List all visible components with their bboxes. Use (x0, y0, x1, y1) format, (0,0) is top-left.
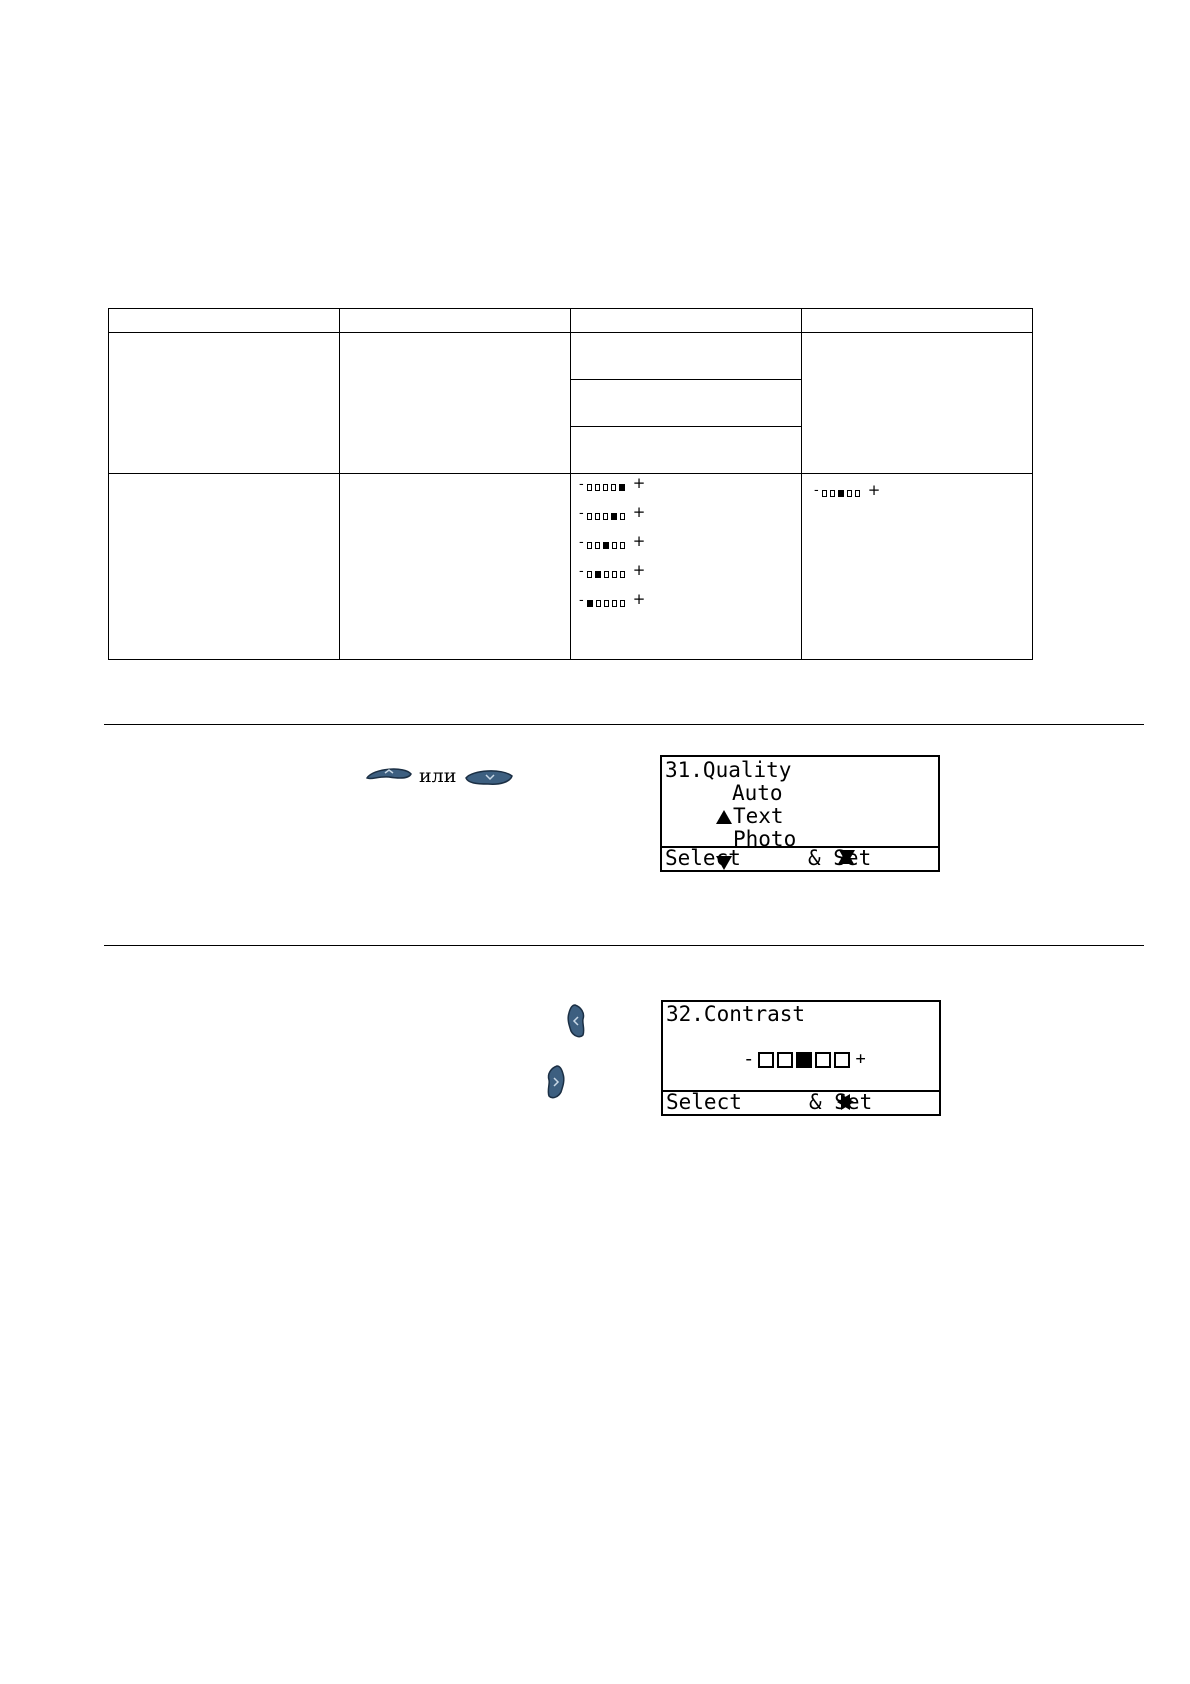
contrast-option (579, 474, 801, 507)
plus-sign: + (632, 474, 646, 492)
scale-cell-empty (847, 490, 852, 497)
plus-sign: + (632, 503, 646, 521)
contrast-scale (579, 503, 646, 525)
contrast-scale (579, 532, 646, 554)
minus-sign: - (579, 476, 584, 492)
scale-cell-empty (596, 600, 601, 607)
minus-sign: - (743, 1048, 755, 1070)
plus-sign: + (855, 1049, 866, 1069)
contrast-option (579, 561, 801, 594)
lcd-menu-title: 32.Contrast (666, 1002, 806, 1026)
scale-cell-empty (595, 542, 600, 549)
lcd-footer-select: Select (666, 1090, 742, 1114)
scale-cell-filled (603, 542, 609, 549)
down-arrow-key-icon (464, 768, 514, 792)
scale-cell-empty (603, 484, 608, 491)
table-header-cell (109, 309, 340, 333)
contrast-option (579, 590, 801, 623)
scale-cell-filled (587, 600, 593, 607)
scale-cell-empty (620, 571, 625, 578)
lcd-option-text: Text (733, 804, 784, 828)
contrast-options-cell (571, 474, 802, 660)
lcd-menu-title: 31.Quality (665, 758, 792, 782)
plus-sign: + (632, 590, 646, 608)
table-cell (109, 474, 340, 660)
table-cell (109, 333, 340, 474)
scale-cell-empty (611, 484, 616, 491)
lcd-option-photo: Photo (733, 827, 797, 851)
lcd-footer (662, 846, 938, 870)
table-header-cell (571, 309, 802, 333)
scale-cell-empty (587, 513, 592, 520)
lcd-footer (663, 1090, 939, 1114)
lcd-footer-set: & Set (808, 846, 872, 870)
scale-cell-empty (822, 490, 827, 497)
scale-cell-filled (796, 1052, 812, 1068)
lcd-contrast-scale (743, 1048, 866, 1071)
scale-cell-empty (620, 542, 625, 549)
scale-cell-empty (620, 600, 625, 607)
scale-cell-empty (612, 542, 617, 549)
minus-sign: - (579, 534, 584, 550)
minus-sign: - (579, 505, 584, 521)
scale-cell-filled (595, 571, 601, 578)
table-header-row (109, 309, 1033, 333)
scale-cell-empty (777, 1052, 793, 1068)
plus-sign: + (632, 532, 646, 550)
default-contrast-cell (802, 474, 1033, 660)
scale-cell-empty (603, 513, 608, 520)
lcd-quality-display (660, 755, 940, 872)
scale-cell-empty (855, 490, 860, 497)
contrast-scale (814, 480, 881, 503)
scale-cell-filled (611, 513, 617, 520)
table-header-cell (802, 309, 1033, 333)
minus-sign: - (814, 483, 819, 498)
table-row (109, 474, 1033, 660)
contrast-option (579, 532, 801, 565)
scale-cell-empty (834, 1052, 850, 1068)
contrast-scale (579, 590, 646, 612)
scale-cell-empty (587, 542, 592, 549)
right-arrow-key-icon (545, 1064, 567, 1104)
scale-cell-filled (619, 484, 625, 491)
plus-sign: + (632, 561, 646, 579)
scale-cell-empty (595, 484, 600, 491)
settings-table (108, 308, 1033, 660)
table-cell (571, 333, 802, 380)
contrast-scale (579, 474, 646, 496)
lcd-footer-select: Select (665, 846, 741, 870)
section-divider (104, 945, 1144, 946)
minus-sign: - (579, 592, 584, 608)
scale-cell-empty (604, 600, 609, 607)
table-header-cell (340, 309, 571, 333)
scale-cell-empty (595, 513, 600, 520)
contrast-scale (579, 561, 646, 583)
table-cell (571, 427, 802, 474)
section-divider (104, 724, 1144, 725)
scale-cell-empty (587, 484, 592, 491)
lcd-option-auto: Auto (732, 781, 783, 805)
table-cell (802, 333, 1033, 474)
scale-cell-empty (620, 513, 625, 520)
contrast-option (579, 503, 801, 536)
table-cell (340, 474, 571, 660)
default-contrast-scale (802, 474, 1032, 503)
table-cell (340, 333, 571, 474)
lcd-contrast-display (661, 1000, 941, 1116)
table-cell (571, 380, 802, 427)
scale-cell-empty (815, 1052, 831, 1068)
scale-cell-empty (830, 490, 835, 497)
scale-cell-empty (587, 571, 592, 578)
contrast-scale-list (571, 474, 801, 623)
or-label: или (419, 765, 457, 787)
minus-sign: - (579, 563, 584, 579)
scale-cell-empty (604, 571, 609, 578)
scale-cell-empty (758, 1052, 774, 1068)
scale-cell-empty (612, 600, 617, 607)
scale-cell-filled (838, 490, 844, 497)
table-row (109, 333, 1033, 380)
up-arrow-key-icon (365, 764, 413, 788)
plus-sign: + (867, 480, 881, 499)
scale-cell-empty (612, 571, 617, 578)
triangle-up-icon (716, 810, 732, 824)
lcd-footer-set: & Set (809, 1090, 873, 1114)
left-arrow-key-icon (565, 1003, 587, 1043)
